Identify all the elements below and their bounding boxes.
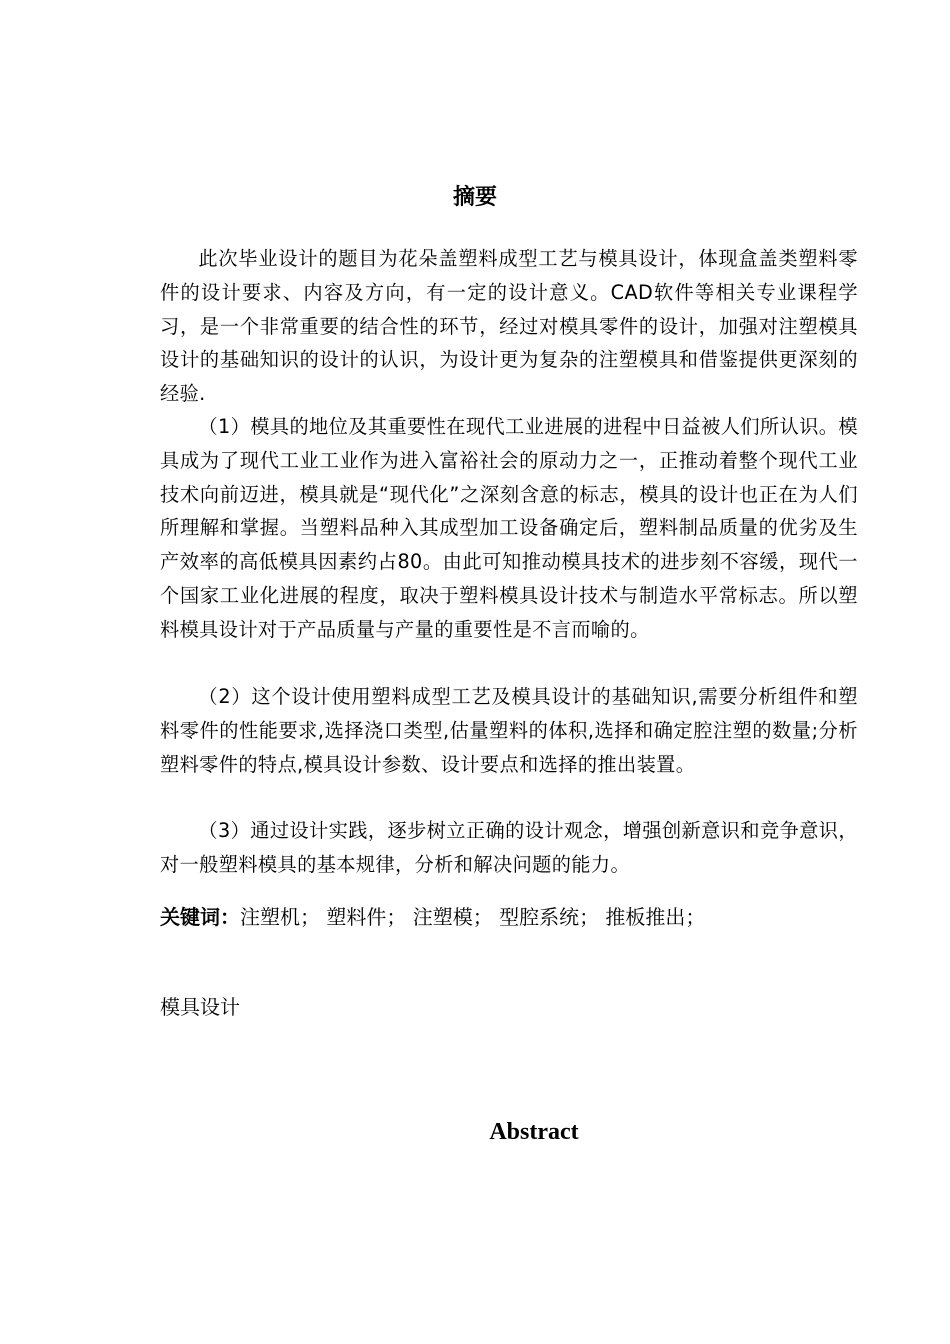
abstract-title-en: Abstract xyxy=(489,1119,579,1145)
keywords-line xyxy=(160,893,858,941)
abstract-paragraph-1: 此次毕业设计的题目为花朵盖塑料成型工艺与模具设计，体现盒盖类塑料零件的设计要求、内容及方向，有一定的设计意义。CAD软件等相关专业课程学习，是一个非常重要的结合性的环节，经过对模具零件的设计，加强对注塑模具设计的基础知识的设计的认识，为设计更为复杂的注塑模具和借鉴提供更深刻的经验. xyxy=(160,247,858,406)
keywords-continuation: 模具设计 xyxy=(160,995,240,1019)
abstract-paragraph-4: （3）通过设计实践，逐步树立正确的设计观念，增强创新意识和竞争意识，对一般塑料模具的基本规律，分析和解决问题的能力。 xyxy=(160,819,858,876)
abstract-paragraph-2: （1）模具的地位及其重要性在现代工业进展的进程中日益被人们所认识。模具成为了现代工业工业作为进入富裕社会的原动力之一，正推动着整个现代工业技术向前迈进，模具就是“现代化”之深刻含意的标志，模具的设计也正在为人们所理解和掌握。当塑料品种入其成型加工设备确定后，塑料制品质量的优劣及生产效率的高低模具因素约占80。由此可知推动模具技术的进步刻不容缓，现代一个国家工业化进展的程度，取决于塑料模具设计技术与制造水平常标志。所以塑料模具设计对于产品质量与产量的重要性是不言而喻的。 xyxy=(160,415,858,641)
abstract-paragraph-3: （2）这个设计使用塑料成型工艺及模具设计的基础知识,需要分析组件和塑料零件的性能要求,选择浇口类型,估量塑料的体积,选择和确定腔注塑的数量;分析塑料零件的特点,模具设计参数、设计要点和选择的推出装置。 xyxy=(160,685,858,776)
abstract-title-cn: 摘要 xyxy=(452,185,497,210)
keywords-label: 关键词： xyxy=(160,905,240,929)
keywords-text: 注塑机； 塑料件； 注塑模； 型腔系统； 推板推出； xyxy=(240,905,706,929)
